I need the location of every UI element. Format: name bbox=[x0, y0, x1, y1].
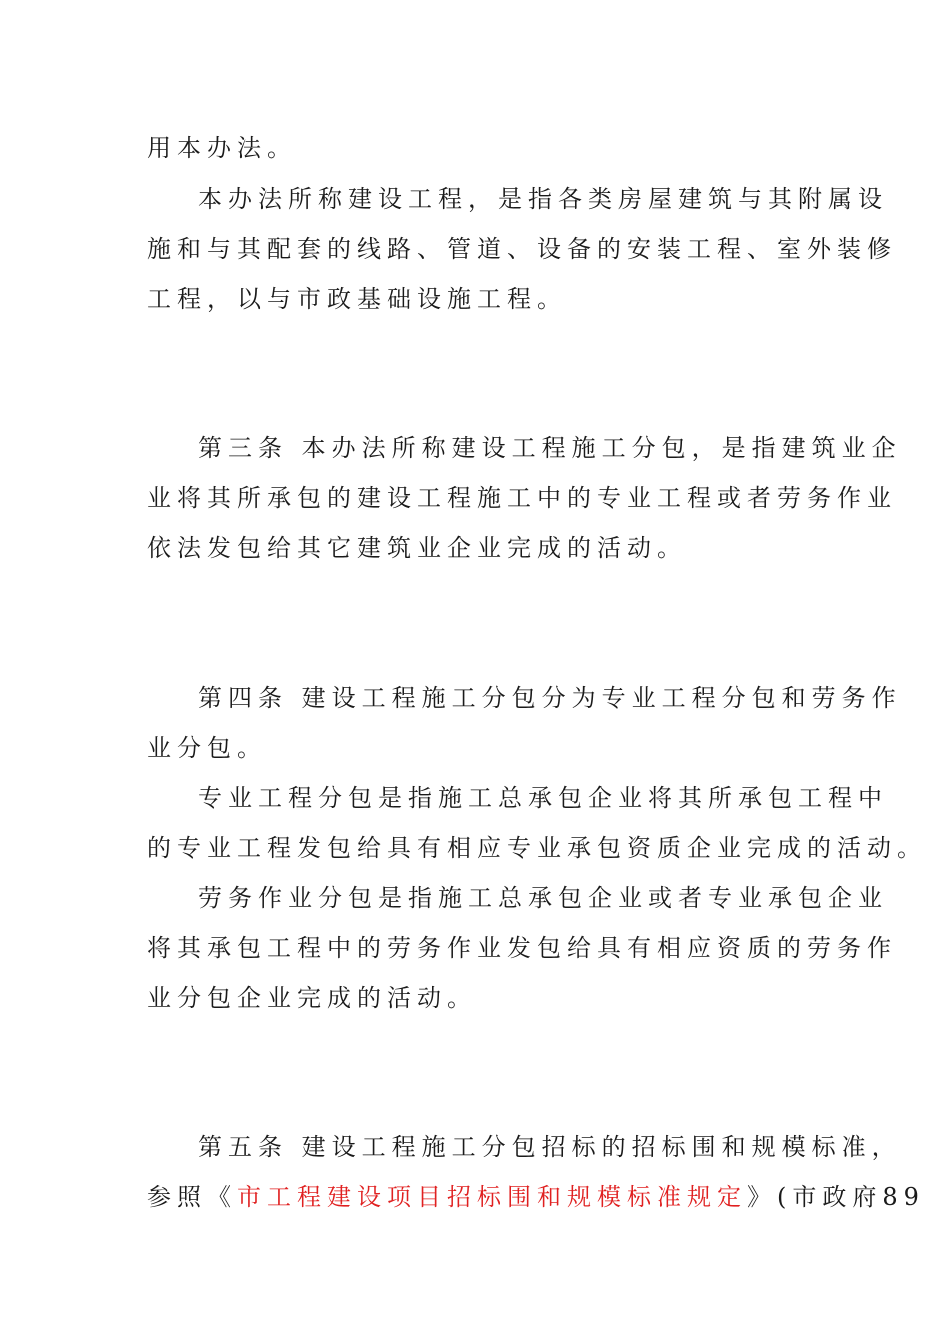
paragraph-line: 依法发包给其它建筑业企业完成的活动。 bbox=[147, 534, 687, 562]
paragraph-line: 工程，以与市政基础设施工程。 bbox=[147, 285, 567, 313]
reference-prefix: 参照《 bbox=[147, 1183, 237, 1211]
paragraph-line: 用本办法。 bbox=[147, 134, 297, 162]
article-3-heading-line: 第三条 本办法所称建设工程施工分包，是指建筑业企 bbox=[198, 434, 902, 462]
paragraph-line: 将其承包工程中的劳务作业发包给具有相应资质的劳务作 bbox=[147, 934, 897, 962]
article-4-heading-line: 第四条 建设工程施工分包分为专业工程分包和劳务作 bbox=[198, 684, 902, 712]
article-5-heading-line: 第五条 建设工程施工分包招标的招标围和规模标准， bbox=[198, 1133, 902, 1161]
paragraph-line: 施和与其配套的线路、管道、设备的安装工程、室外装修 bbox=[147, 235, 897, 263]
paragraph-line: 劳务作业分包是指施工总承包企业或者专业承包企业 bbox=[198, 884, 888, 912]
paragraph-line: 业分包企业完成的活动。 bbox=[147, 984, 477, 1012]
paragraph-line: 的专业工程发包给具有相应专业承包资质企业完成的活动。 bbox=[147, 834, 927, 862]
paragraph-line bbox=[147, 1181, 925, 1213]
paragraph-line: 本办法所称建设工程，是指各类房屋建筑与其附属设 bbox=[198, 185, 888, 213]
paragraph-line: 专业工程分包是指施工总承包企业将其所承包工程中 bbox=[198, 784, 888, 812]
regulation-link[interactable]: 市工程建设项目招标围和规模标准规定 bbox=[237, 1183, 747, 1211]
reference-suffix: 》(市政府89 bbox=[747, 1183, 925, 1211]
paragraph-line: 业分包。 bbox=[147, 734, 267, 762]
paragraph-line: 业将其所承包的建设工程施工中的专业工程或者劳务作业 bbox=[147, 484, 897, 512]
